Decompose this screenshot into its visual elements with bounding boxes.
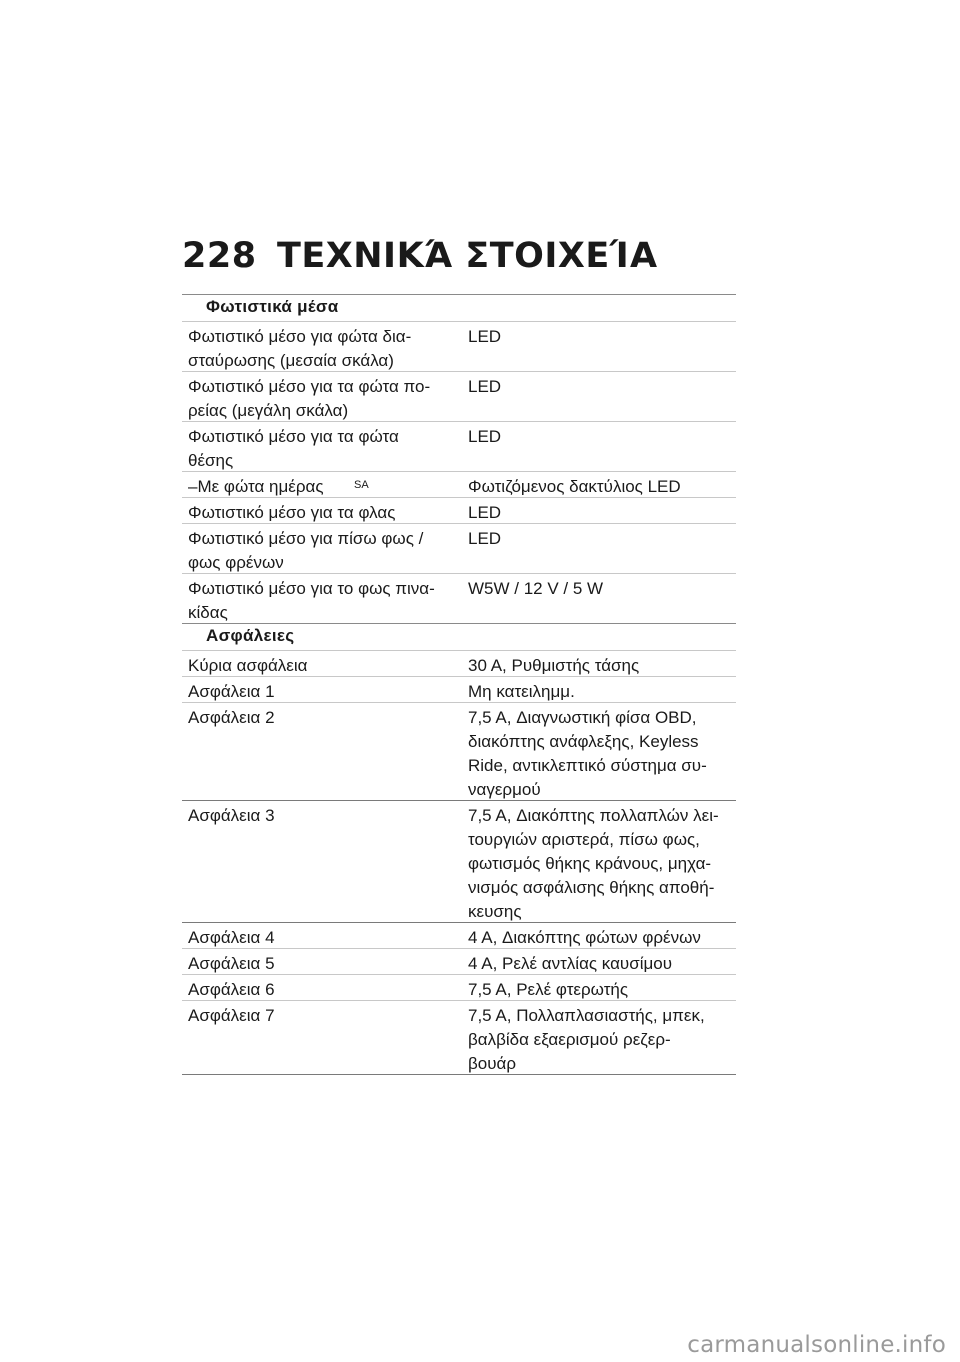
row-value: 7,5 A, Ρελέ φτερωτής — [468, 980, 629, 999]
row-label: Ασφάλεια 2 — [188, 708, 275, 727]
table-row — [182, 421, 736, 471]
section-header-fuses — [182, 623, 736, 650]
table-row — [182, 948, 736, 974]
row-label: –Με φώτα ημέρας — [188, 477, 324, 496]
row-label: Ασφάλεια 4 — [188, 928, 275, 947]
row-label: Φωτιστικό μέσο για τα φώτα θέσης — [188, 427, 399, 470]
table-row — [182, 1000, 736, 1074]
section-title: Ασφάλειες — [206, 626, 295, 645]
row-label: Ασφάλεια 1 — [188, 682, 275, 701]
row-label: Φωτιστικό μέσο για το φως πινα- κίδας — [188, 579, 435, 622]
row-value: W5W / 12 V / 5 W — [468, 579, 604, 598]
row-label: Ασφάλεια 5 — [188, 954, 275, 973]
table-row — [182, 702, 736, 800]
table-row — [182, 497, 736, 523]
row-label: Ασφάλεια 6 — [188, 980, 275, 999]
table-row — [182, 922, 736, 948]
table-row — [182, 974, 736, 1000]
row-value: LED — [468, 529, 502, 548]
row-label: Φωτιστικό μέσο για φώτα δια- σταύρωσης (μεσαία σκάλα) — [188, 327, 412, 370]
row-value: 4 A, Διακόπτης φώτων φρένων — [468, 928, 701, 947]
table-row — [182, 321, 736, 371]
row-value: LED — [468, 427, 502, 446]
row-label: Ασφάλεια 7 — [188, 1006, 275, 1025]
row-value: LED — [468, 503, 502, 522]
section-title: Φωτιστικά μέσα — [206, 297, 339, 316]
row-value: Μη κατειλημμ. — [468, 682, 575, 701]
row-value: 7,5 A, Διακόπτης πολλαπλών λει- τουργιών αριστερά, πίσω φως, φωτισμός θήκης κράνους, μηχα- νισμός ασφάλισης θήκης αποθή- κευσης — [468, 806, 719, 921]
row-value: 30 A, Ρυθμιστής τάσης — [468, 656, 640, 675]
table-row — [182, 371, 736, 421]
option-superscript: SA — [354, 479, 369, 491]
watermark: carmanualsonline.info — [687, 1332, 946, 1358]
row-value: Φωτιζόμενος δακτύλιος LED — [468, 477, 681, 496]
table-row — [182, 573, 736, 623]
row-label: Φωτιστικό μέσο για τα φώτα πο- ρείας (μεγάλη σκάλα) — [188, 377, 431, 420]
row-value: 7,5 A, Διαγνωστική φίσα OBD, διακόπτης ανάφλεξης, Keyless Ride, αντικλεπτικό σύστημα συ- ναγερμού — [468, 708, 707, 799]
row-value: LED — [468, 327, 502, 346]
table-row — [182, 800, 736, 922]
row-value: 7,5 A, Πολλαπλασιαστής, μπεκ, βαλβίδα εξαερισμού ρεζερ- βουάρ — [468, 1006, 705, 1073]
table-row — [182, 650, 736, 676]
row-value: LED — [468, 377, 502, 396]
row-label: Φωτιστικό μέσο για τα φλας — [188, 503, 396, 522]
table-row — [182, 523, 736, 573]
page-header — [182, 236, 742, 286]
page-number: 228 — [182, 236, 257, 276]
section-header-lighting — [182, 294, 736, 321]
table-row — [182, 676, 736, 702]
table-row — [182, 471, 736, 497]
row-value: 4 A, Ρελέ αντλίας καυσίμου — [468, 954, 673, 973]
chapter-title: ΤΕΧΝΙΚΆ ΣΤΟΙΧΕΊΑ — [277, 236, 658, 276]
row-label: Ασφάλεια 3 — [188, 806, 275, 825]
spec-table — [182, 294, 736, 1075]
row-label: Φωτιστικό μέσο για πίσω φως / φως φρένων — [188, 529, 424, 572]
row-label: Κύρια ασφάλεια — [188, 656, 308, 675]
